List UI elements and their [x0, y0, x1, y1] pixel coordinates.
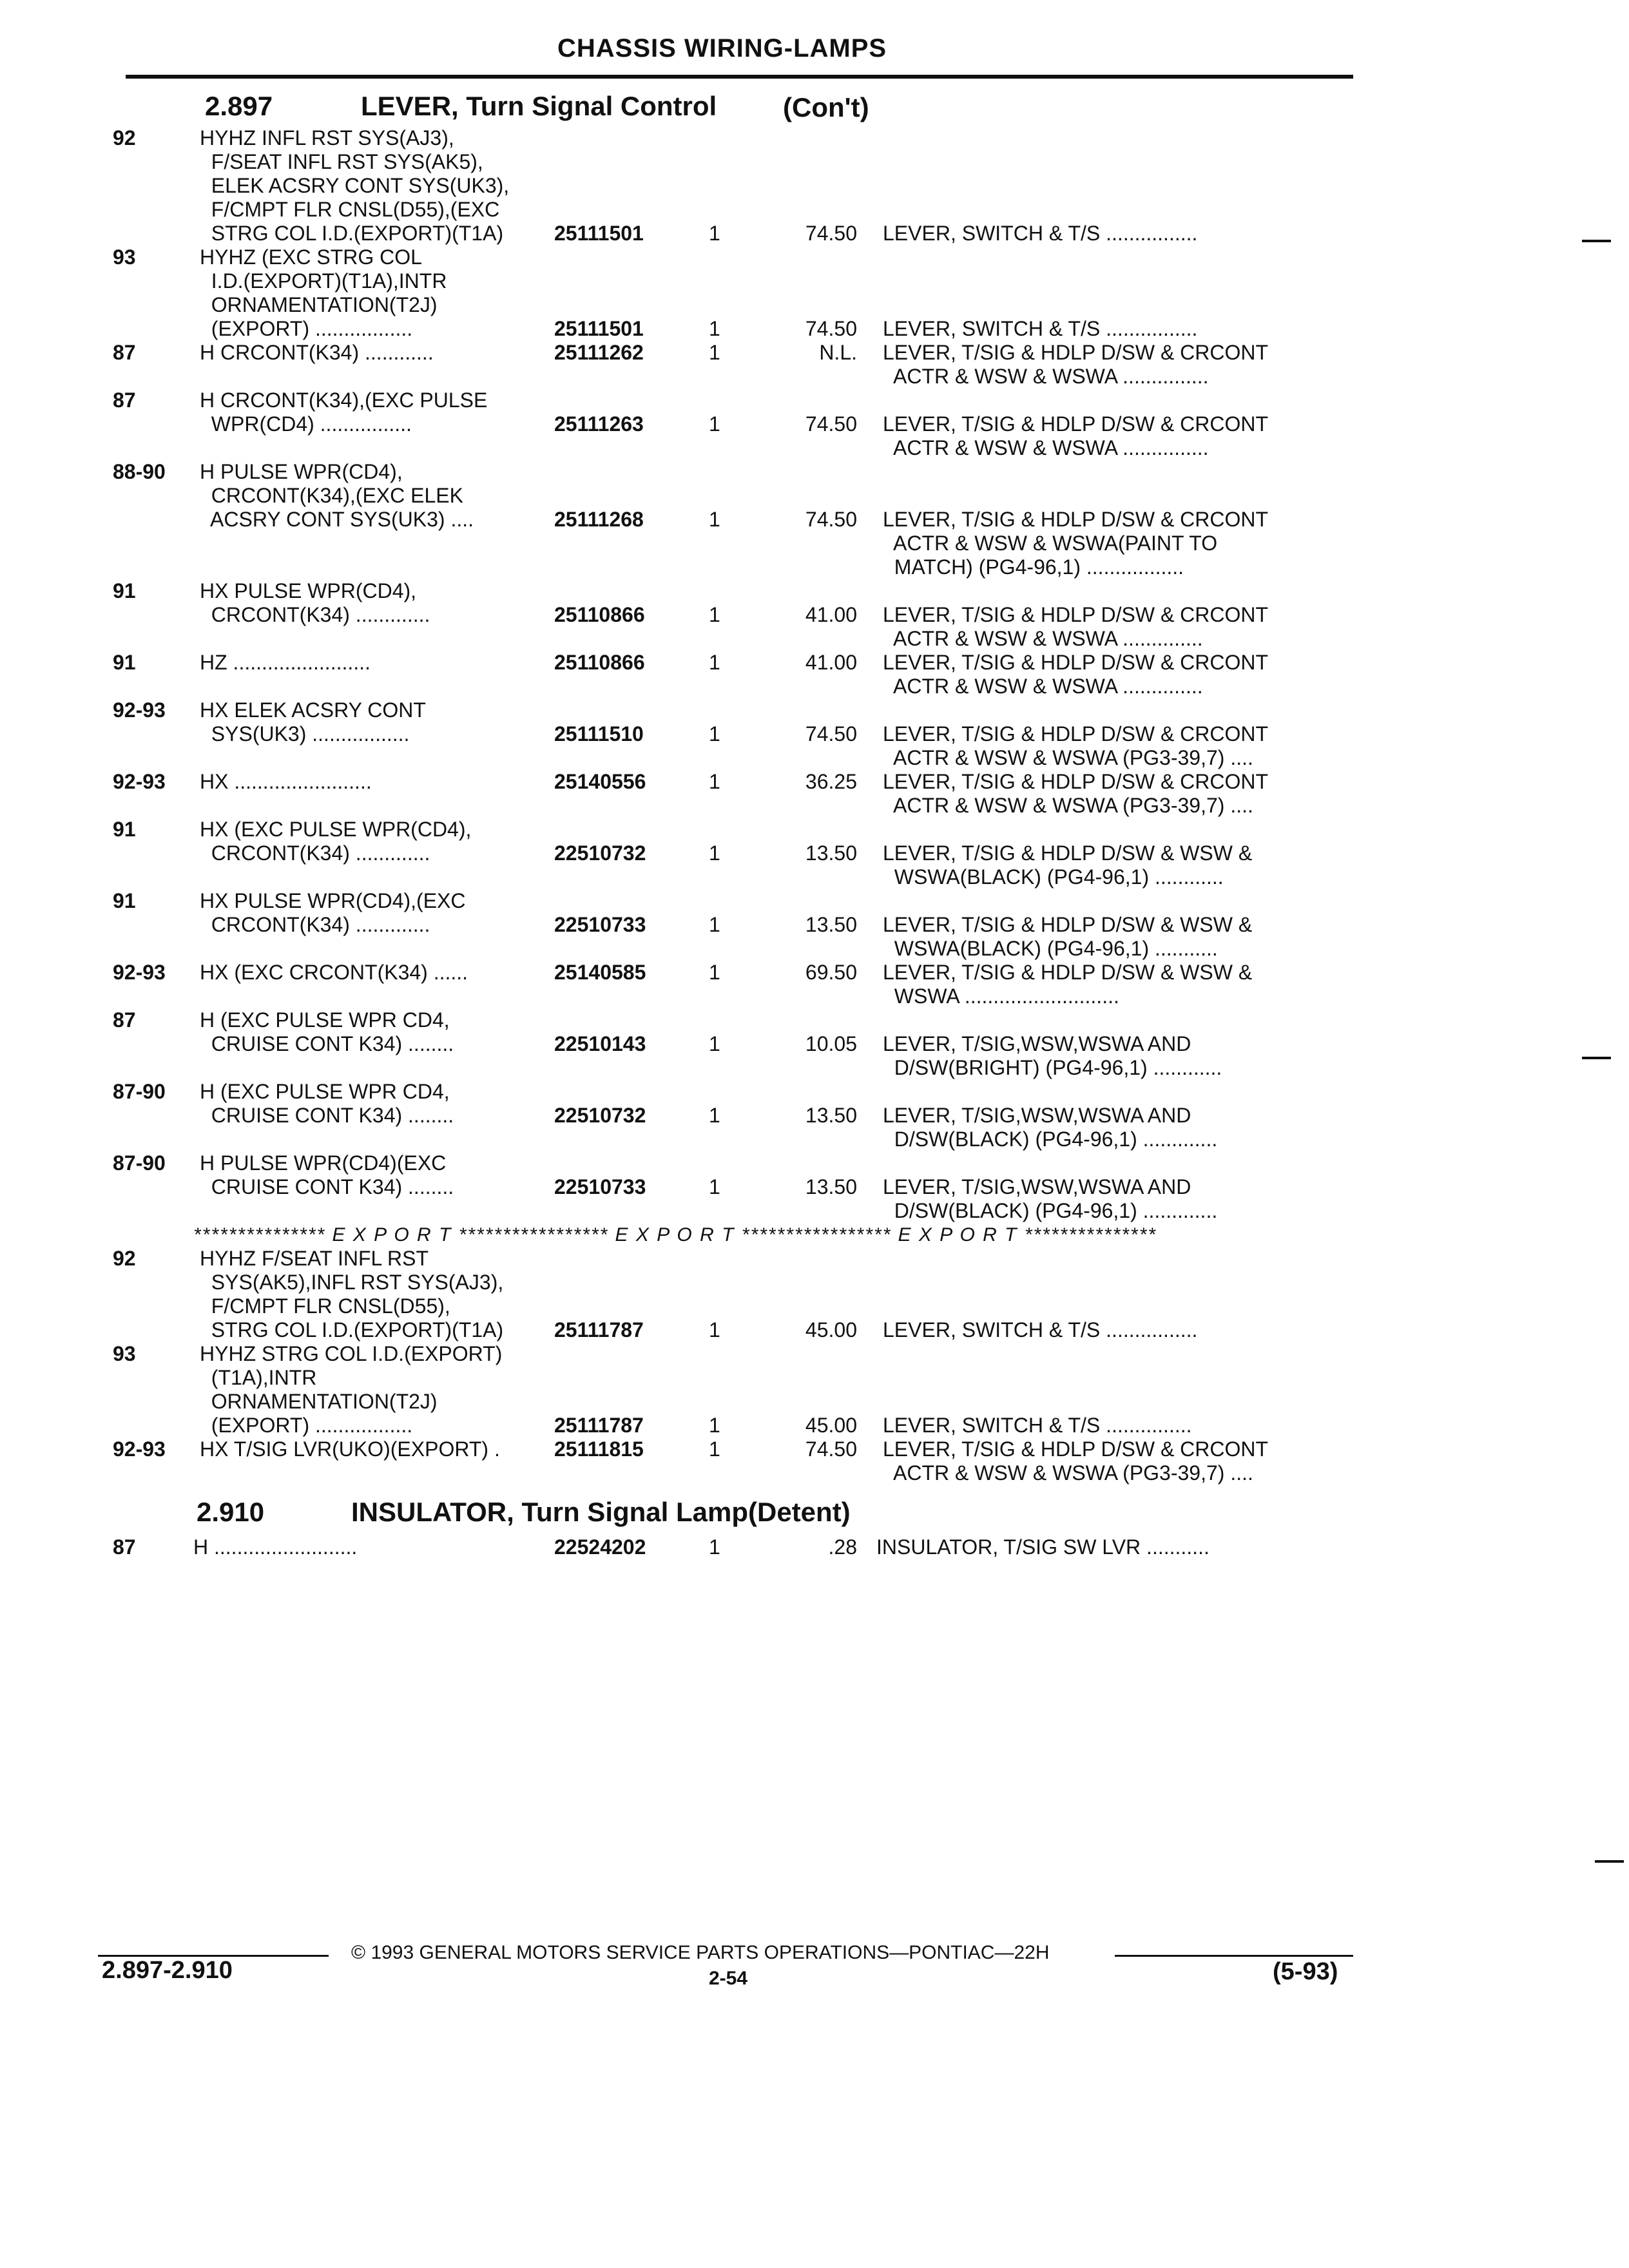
row-description: HX (EXC PULSE WPR(CD4), CRCONT(K34) .............: [200, 818, 472, 865]
row-description: HYHZ INFL RST SYS(AJ3), F/SEAT INFL RST SYS(AK5), ELEK ACSRY CONT SYS(UK3), F/CMPT FLR CNSL(D55),(EXC STRG COL I.D.(EXPORT)(T1A): [200, 126, 510, 245]
row-part-name: LEVER, T/SIG & HDLP D/SW & CRCONT ACTR & WSW & WSWA ..............: [883, 651, 1269, 698]
row-part-name: LEVER, T/SIG,WSW,WSWA AND D/SW(BLACK) (PG4-96,1) .............: [883, 1175, 1218, 1222]
section-title: INSULATOR, Turn Signal Lamp(Detent): [351, 1497, 851, 1527]
row-year: 87: [113, 1535, 136, 1559]
row-part-name: LEVER, T/SIG,WSW,WSWA AND D/SW(BRIGHT) (PG4-96,1) ............: [883, 1032, 1222, 1079]
row-price: 74.50: [805, 722, 857, 745]
row-price: 69.50: [805, 961, 857, 984]
row-part-name: LEVER, T/SIG & HDLP D/SW & CRCONT ACTR & WSW & WSWA ...............: [883, 341, 1269, 388]
page-number: 2-54: [709, 1968, 748, 1989]
row-quantity: 1: [709, 222, 720, 245]
row-description: HX T/SIG LVR(UKO)(EXPORT) .: [200, 1437, 500, 1461]
row-part-name: LEVER, T/SIG,WSW,WSWA AND D/SW(BLACK) (PG4-96,1) .............: [883, 1104, 1218, 1151]
row-description: HX ........................: [200, 770, 372, 793]
row-price: 74.50: [805, 412, 857, 436]
row-quantity: 1: [709, 317, 720, 340]
row-description: HYHZ F/SEAT INFL RST SYS(AK5),INFL RST SYS(AJ3), F/CMPT FLR CNSL(D55), STRG COL I.D.(EXPORT)(T1A): [200, 1247, 504, 1341]
row-description: HX PULSE WPR(CD4),(EXC CRCONT(K34) .............: [200, 889, 466, 936]
row-year: 92-93: [113, 1437, 166, 1461]
row-part-number: 22510733: [554, 913, 646, 936]
row-description: H (EXC PULSE WPR CD4, CRUISE CONT K34) ........: [200, 1008, 454, 1055]
row-price: 41.00: [805, 651, 857, 674]
row-quantity: 1: [709, 1032, 720, 1055]
margin-mark: [1582, 1057, 1611, 1059]
row-description: H (EXC PULSE WPR CD4, CRUISE CONT K34) ........: [200, 1080, 454, 1127]
row-price: 13.50: [805, 1175, 857, 1198]
row-description: HZ ........................: [200, 651, 371, 674]
margin-mark: [1595, 1860, 1624, 1863]
row-year: 92: [113, 126, 136, 149]
row-part-number: 25140585: [554, 961, 646, 984]
row-part-name: LEVER, T/SIG & HDLP D/SW & CRCONT ACTR & WSW & WSWA ..............: [883, 603, 1269, 650]
row-part-number: 25111268: [554, 508, 644, 531]
row-year: 92-93: [113, 961, 166, 984]
row-quantity: 1: [709, 341, 720, 364]
row-part-name: LEVER, T/SIG & HDLP D/SW & CRCONT ACTR & WSW & WSWA (PG3-39,7) ....: [883, 1437, 1269, 1485]
row-description: HX (EXC CRCONT(K34) ......: [200, 961, 468, 984]
row-price: 74.50: [805, 1437, 857, 1461]
row-quantity: 1: [709, 1437, 720, 1461]
row-year: 87-90: [113, 1151, 166, 1175]
row-description: H PULSE WPR(CD4)(EXC CRUISE CONT K34) ........: [200, 1151, 454, 1198]
footer-section-range: 2.897-2.910: [102, 1957, 233, 1984]
row-year: 87: [113, 389, 136, 412]
row-price: N.L.: [819, 341, 857, 364]
row-price: 45.00: [805, 1318, 857, 1341]
row-year: 91: [113, 818, 136, 841]
row-part-name: LEVER, T/SIG & HDLP D/SW & WSW & WSWA ...........................: [883, 961, 1253, 1008]
row-quantity: 1: [709, 1535, 720, 1559]
row-part-number: 22510143: [554, 1032, 646, 1055]
row-part-name: LEVER, SWITCH & T/S ................: [883, 222, 1198, 245]
row-description: HYHZ STRG COL I.D.(EXPORT) (T1A),INTR ORNAMENTATION(T2J) (EXPORT) .................: [200, 1342, 503, 1437]
row-price: 74.50: [805, 317, 857, 340]
row-part-name: LEVER, T/SIG & HDLP D/SW & CRCONT ACTR & WSW & WSWA ...............: [883, 412, 1269, 459]
header-rule: [126, 75, 1353, 79]
row-part-name: LEVER, T/SIG & HDLP D/SW & WSW & WSWA(BLACK) (PG4-96,1) ............: [883, 841, 1253, 889]
row-price: 74.50: [805, 222, 857, 245]
row-description: HX ELEK ACSRY CONT SYS(UK3) .................: [200, 698, 426, 745]
row-year: 87: [113, 341, 136, 364]
row-quantity: 1: [709, 1414, 720, 1437]
row-part-number: 25110866: [554, 603, 645, 626]
footer-copyright: © 1993 GENERAL MOTORS SERVICE PARTS OPERATIONS—PONTIAC—22H: [351, 1942, 1050, 1963]
row-price: 13.50: [805, 841, 857, 865]
row-part-number: 22510732: [554, 841, 646, 865]
row-year: 93: [113, 245, 136, 269]
row-year: 92-93: [113, 770, 166, 793]
row-quantity: 1: [709, 770, 720, 793]
row-description: H PULSE WPR(CD4), CRCONT(K34),(EXC ELEK ACSRY CONT SYS(UK3) ....: [200, 460, 474, 531]
page-title: CHASSIS WIRING-LAMPS: [557, 34, 887, 62]
section-title: LEVER, Turn Signal Control: [361, 91, 717, 121]
row-description: HX PULSE WPR(CD4), CRCONT(K34) .............: [200, 579, 430, 626]
row-price: 13.50: [805, 1104, 857, 1127]
row-price: 36.25: [805, 770, 857, 793]
margin-mark: [1582, 240, 1611, 242]
row-year: 87-90: [113, 1080, 166, 1103]
row-year: 92-93: [113, 698, 166, 722]
row-quantity: 1: [709, 603, 720, 626]
row-year: 88-90: [113, 460, 166, 483]
row-year: 91: [113, 651, 136, 674]
row-quantity: 1: [709, 913, 720, 936]
section-number: 2.897: [205, 91, 273, 121]
section-number: 2.910: [197, 1497, 265, 1527]
row-part-name: LEVER, SWITCH & T/S ...............: [883, 1414, 1192, 1437]
row-part-number: 25111263: [554, 412, 644, 436]
row-part-number: 25111787: [554, 1318, 644, 1341]
row-year: 93: [113, 1342, 136, 1365]
row-part-number: 25111262: [554, 341, 644, 364]
row-part-number: 25111510: [554, 722, 644, 745]
row-year: 91: [113, 889, 136, 912]
row-quantity: 1: [709, 508, 720, 531]
row-price: 45.00: [805, 1414, 857, 1437]
row-part-number: 25111787: [554, 1414, 644, 1437]
row-part-number: 22510733: [554, 1175, 646, 1198]
row-part-number: 25111501: [554, 317, 644, 340]
export-banner: *************** E X P O R T ***************** E X P O R T ***************** E X P O R T ***************: [193, 1224, 1157, 1245]
row-part-number: 25111815: [554, 1437, 644, 1461]
row-year: 92: [113, 1247, 136, 1270]
row-description: H CRCONT(K34) ............: [200, 341, 434, 364]
row-year: 87: [113, 1008, 136, 1032]
row-part-name: LEVER, T/SIG & HDLP D/SW & CRCONT ACTR & WSW & WSWA (PG3-39,7) ....: [883, 722, 1269, 769]
row-quantity: 1: [709, 1104, 720, 1127]
row-part-number: 25111501: [554, 222, 644, 245]
row-part-number: 22524202: [554, 1535, 646, 1559]
row-quantity: 1: [709, 841, 720, 865]
row-part-number: 25110866: [554, 651, 645, 674]
row-price: 10.05: [805, 1032, 857, 1055]
row-part-name: LEVER, SWITCH & T/S ................: [883, 317, 1198, 340]
row-part-number: 25140556: [554, 770, 646, 793]
row-part-name: INSULATOR, T/SIG SW LVR ...........: [876, 1535, 1210, 1559]
row-description: HYHZ (EXC STRG COL I.D.(EXPORT)(T1A),INTR ORNAMENTATION(T2J) (EXPORT) .................: [200, 245, 447, 340]
row-quantity: 1: [709, 961, 720, 984]
row-description: H .........................: [193, 1535, 358, 1559]
row-quantity: 1: [709, 1175, 720, 1198]
footer-rule-right: [1115, 1955, 1353, 1957]
row-part-number: 22510732: [554, 1104, 646, 1127]
row-quantity: 1: [709, 1318, 720, 1341]
row-price: 74.50: [805, 508, 857, 531]
row-price: 41.00: [805, 603, 857, 626]
row-quantity: 1: [709, 651, 720, 674]
footer-date: (5-93): [1273, 1958, 1338, 1985]
row-price: 13.50: [805, 913, 857, 936]
section-note: (Con't): [783, 92, 869, 122]
row-price: .28: [828, 1535, 857, 1559]
row-part-name: LEVER, SWITCH & T/S ................: [883, 1318, 1198, 1341]
row-description: H CRCONT(K34),(EXC PULSE WPR(CD4) ................: [200, 389, 488, 436]
row-part-name: LEVER, T/SIG & HDLP D/SW & CRCONT ACTR & WSW & WSWA (PG3-39,7) ....: [883, 770, 1269, 817]
row-part-name: LEVER, T/SIG & HDLP D/SW & WSW & WSWA(BLACK) (PG4-96,1) ...........: [883, 913, 1253, 960]
row-part-name: LEVER, T/SIG & HDLP D/SW & CRCONT ACTR & WSW & WSWA(PAINT TO MATCH) (PG4-96,1) .................: [883, 508, 1269, 579]
row-quantity: 1: [709, 722, 720, 745]
row-year: 91: [113, 579, 136, 602]
row-quantity: 1: [709, 412, 720, 436]
